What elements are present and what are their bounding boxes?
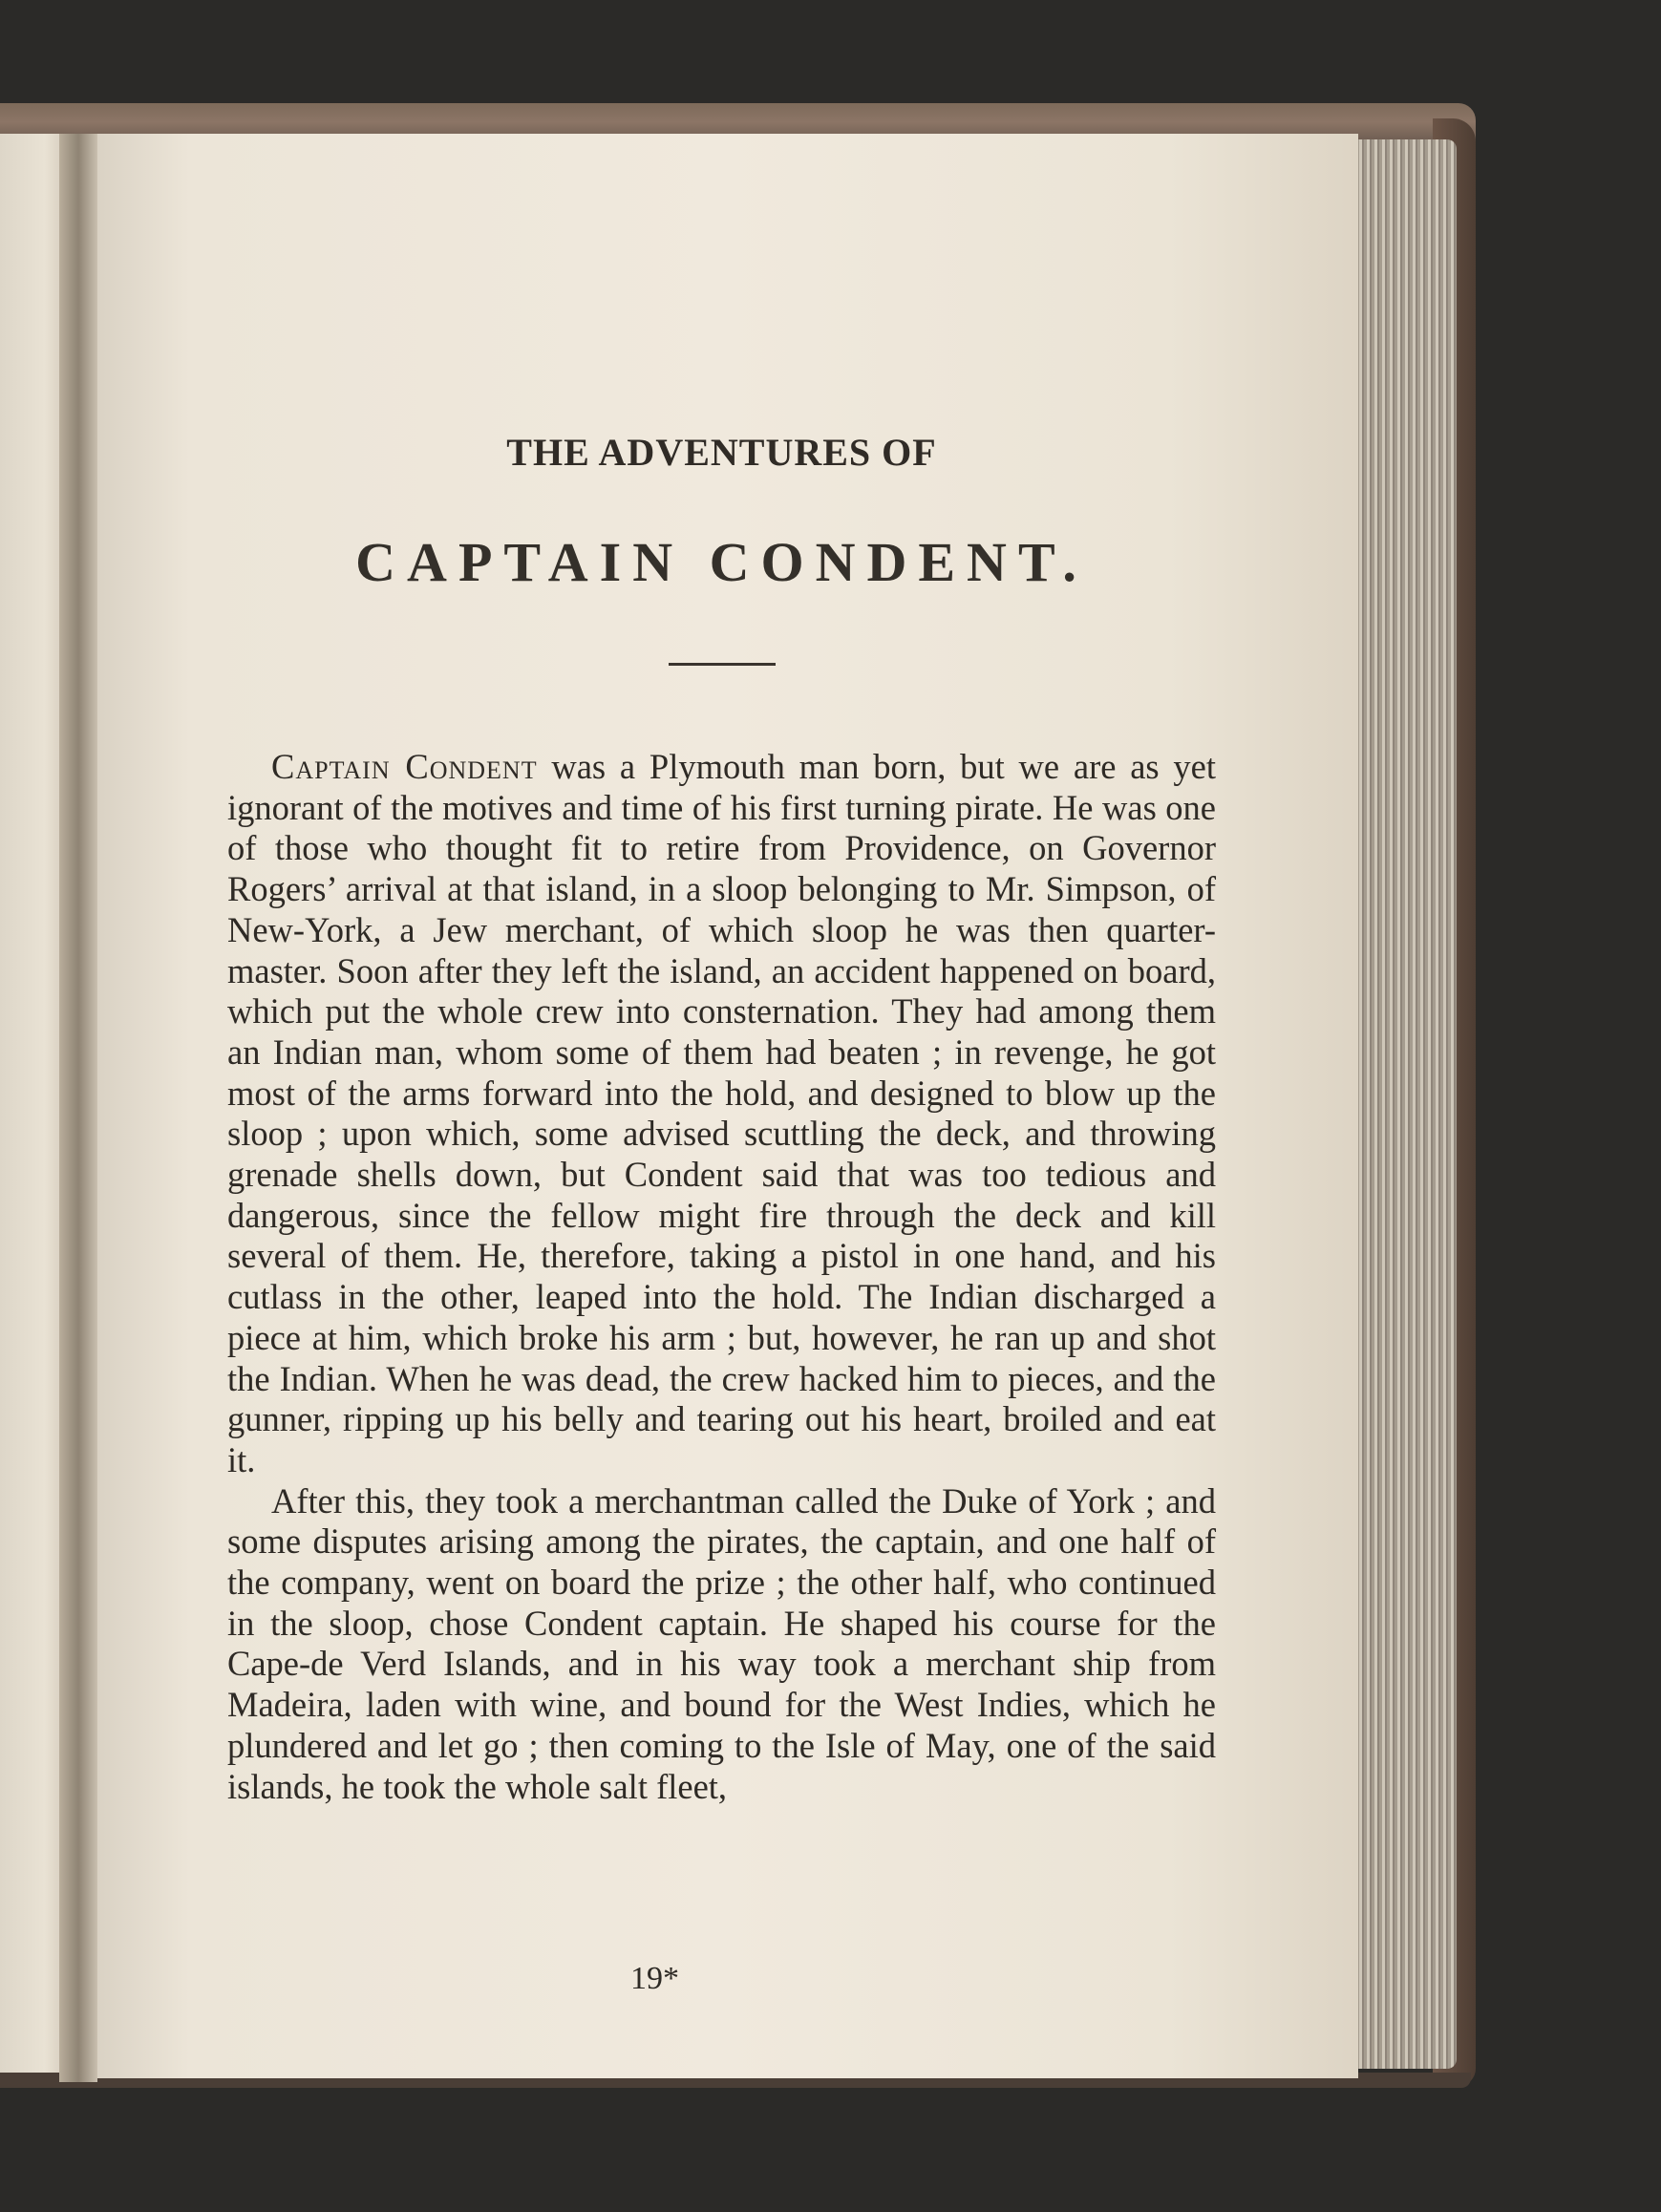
chapter-heading-line2: CAPTAIN CONDENT. [355, 531, 1088, 593]
paragraph-1-text: was a Plymouth man born, but we are as yet ignorant of the motives and time of his first turning pirate. He was one of those who thought fit to retire from Providence, on Governor Rogers’ arrival at that island, in a sloop belonging to Mr. Simpson, of New-York, a Jew merchant, of which sloop he was then quarter-master. Soon after they left the island, an accident happened on board, which put the whole crew into consternation. They had among them an Indian man, whom some of them had beaten ; in revenge, he got most of the arms forward into the hold, and designed to blow up the sloop ; upon which, some advised scuttling the deck, and throwing grenade shells down, but Condent said that was too tedious and dangerous, since the fellow might fire through the deck and kill several of them. He, therefore, taking a pistol in one hand, and his cutlass in the other, leaped into the hold. The Indian discharged a piece at him, which broke his arm ; but, however, he ran up and shot the Indian. When he was dead, the crew hacked him to pieces, and the gunner, ripping up his belly and tearing out his heart, broiled and eat it. [227, 747, 1216, 1479]
page-leaves [1356, 139, 1457, 2069]
paragraph-1-lead: Captain Condent [271, 747, 538, 786]
paragraph-1 [227, 747, 1216, 1481]
page-content [227, 430, 1216, 1807]
heading-rule [669, 663, 776, 666]
chapter-heading-line1: THE ADVENTURES OF [506, 431, 937, 474]
book-gutter [59, 134, 97, 2082]
paragraph-2: After this, they took a merchantman called the Duke of York ; and some disputes arising among the pirates, the captain, and one half of the company, went on board the prize ; the other half, who continued in the sloop, chose Condent captain. He shaped his course for the Cape-de Verd Islands, and in his way took a merchant ship from Madeira, laden with wine, and bound for the West Indies, which he plundered and let go ; then coming to the Isle of May, one of the said islands, he took the whole salt fleet, [227, 1480, 1216, 1806]
page-signature: 19* [630, 1961, 679, 1996]
